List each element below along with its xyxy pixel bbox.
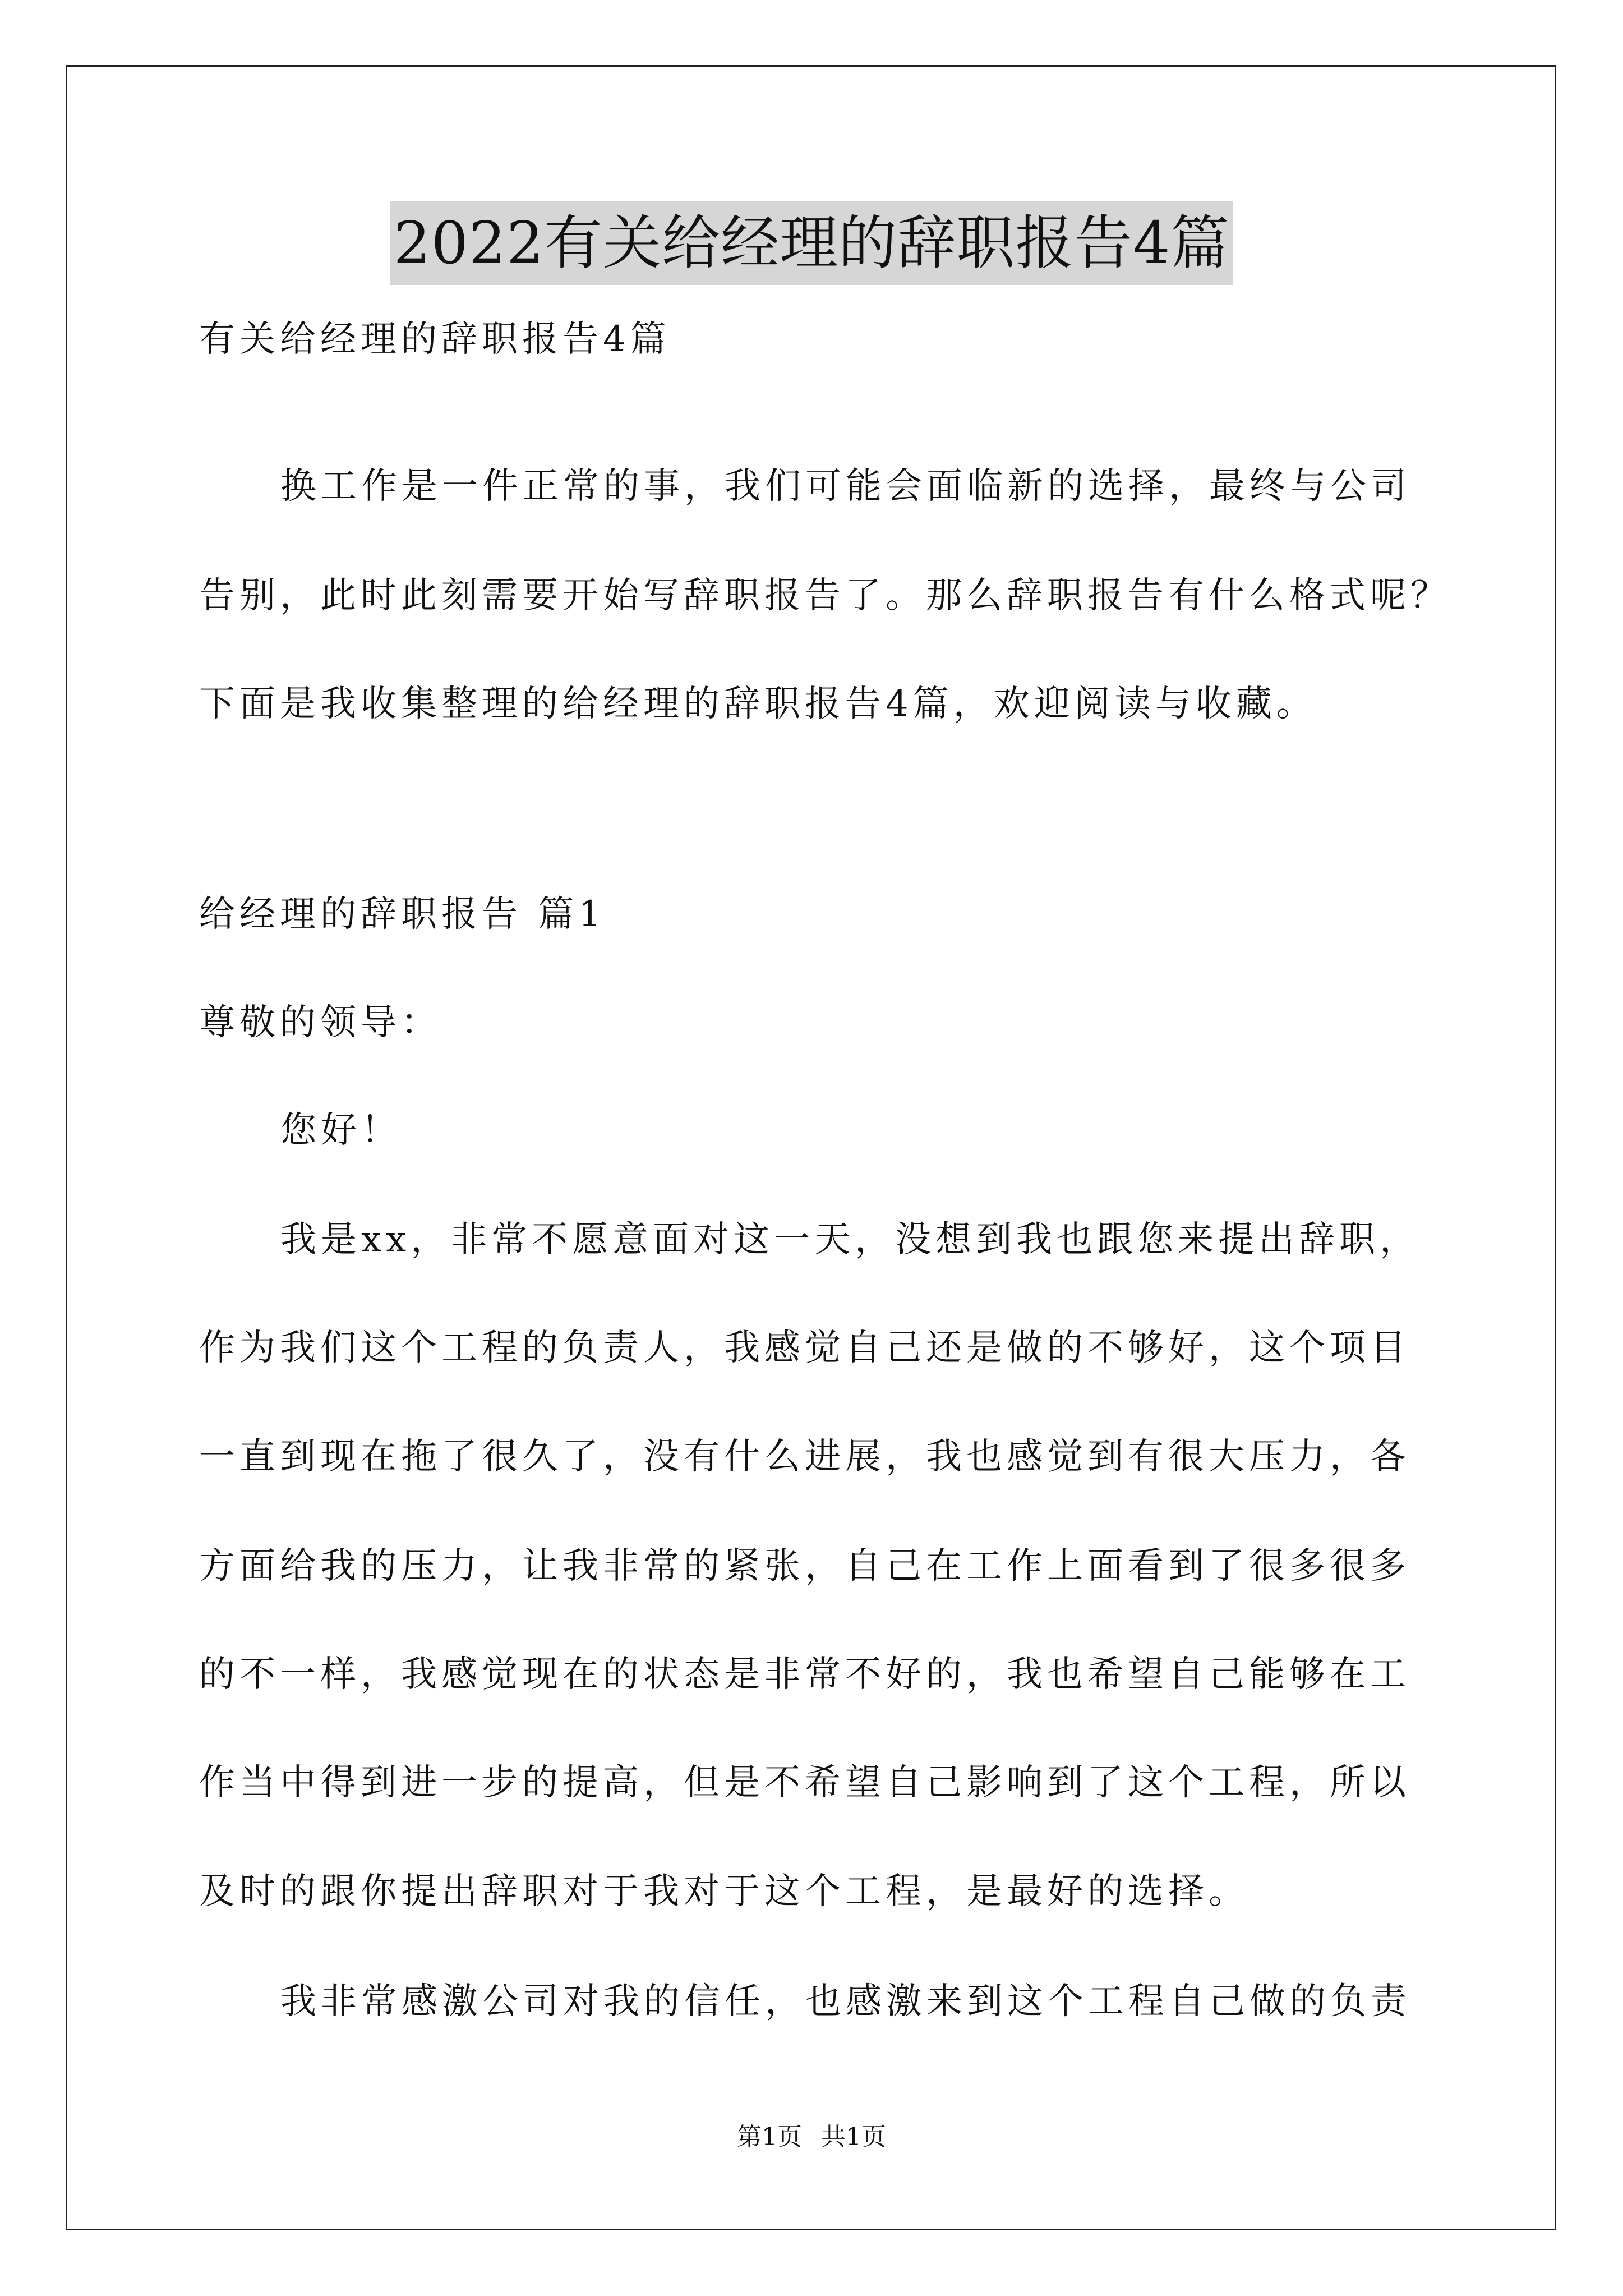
- salutation: 尊敬的领导：: [199, 1002, 441, 1043]
- page-footer: [0, 2120, 1623, 2154]
- greeting: 您好！: [280, 1110, 402, 1151]
- paragraph-line: 方面给我的压力，让我非常的紧张，自己在工作上面看到了很多很多: [199, 1545, 1410, 1587]
- title-block: [0, 201, 1623, 285]
- intro-line: 告别，此时此刻需要开始写辞职报告了。那么辞职报告有什么格式呢？: [199, 575, 1451, 616]
- document-subtitle: 有关给经理的辞职报告4篇: [199, 319, 671, 360]
- section-heading: 给经理的辞职报告 篇1: [199, 894, 606, 935]
- paragraph-line: 作当中得到进一步的提高，但是不希望自己影响到了这个工程，所以: [199, 1762, 1410, 1803]
- total-pages: 共1页: [821, 2123, 886, 2151]
- paragraph-line: 及时的跟你提出辞职对于我对于这个工程，是最好的选择。: [199, 1871, 1249, 1912]
- intro-line: 换工作是一件正常的事，我们可能会面临新的选择，最终与公司: [280, 466, 1411, 507]
- paragraph-line: 一直到现在拖了很久了，没有什么进展，我也感觉到有很大压力，各: [199, 1436, 1410, 1478]
- paragraph-line: 我非常感激公司对我的信任，也感激来到这个工程自己做的负责: [280, 1981, 1411, 2022]
- paragraph-line: 的不一样，我感觉现在的状态是非常不好的，我也希望自己能够在工: [199, 1654, 1410, 1695]
- current-page-number: 第1页: [737, 2123, 802, 2151]
- document-title: 2022有关给经理的辞职报告4篇: [390, 201, 1233, 285]
- paragraph-line: 我是xx，非常不愿意面对这一天，没想到我也跟您来提出辞职，: [280, 1219, 1421, 1260]
- paragraph-line: 作为我们这个工程的负责人，我感觉自己还是做的不够好，这个项目: [199, 1327, 1410, 1369]
- intro-line: 下面是我收集整理的给经理的辞职报告4篇，欢迎阅读与收藏。: [199, 683, 1317, 725]
